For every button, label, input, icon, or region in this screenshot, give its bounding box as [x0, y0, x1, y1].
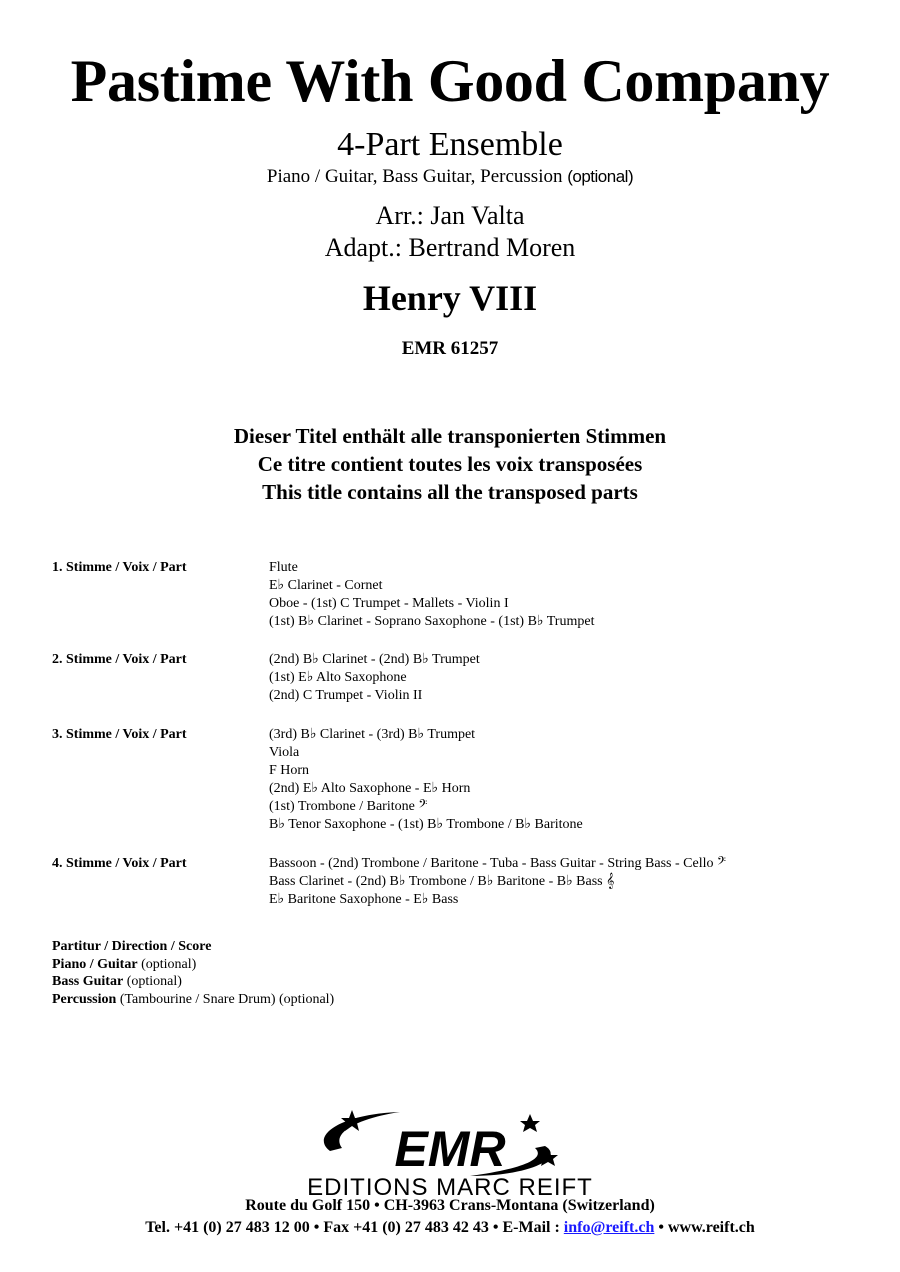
- subtitle: 4-Part Ensemble: [337, 126, 563, 163]
- instrument-line: Flute: [269, 560, 298, 575]
- instrument-line: E♭ Clarinet - Cornet: [269, 578, 383, 593]
- instrument-line: (1st) E♭ Alto Saxophone: [269, 670, 407, 685]
- part-1-instruments: [269, 559, 594, 631]
- composer: Henry VIII: [362, 278, 538, 318]
- emr-logo-graphic: [300, 1106, 600, 1196]
- adapter: Adapt.: Bertrand Moren: [324, 233, 576, 262]
- contact-phone-fax: Tel. +41 (0) 27 483 12 00 • Fax +41 (0) 27 483 42 43 • E-Mail :: [145, 1219, 564, 1236]
- instrumentation-optional: (optional): [567, 167, 634, 186]
- bass-optional: (optional): [126, 974, 182, 989]
- part-2-label: 2. Stimme / Voix / Part: [52, 652, 187, 667]
- instrument-line: Oboe - (1st) C Trumpet - Mallets - Violin I: [269, 596, 509, 611]
- instrumentation-text: Piano / Guitar, Bass Guitar, Percussion: [266, 166, 563, 187]
- publisher-address: Route du Golf 150 • CH-3963 Crans-Montana (Switzerland): [245, 1197, 655, 1214]
- catalog-number: EMR 61257: [401, 338, 499, 359]
- score-list: [52, 938, 334, 1008]
- arranger: Arr.: Jan Valta: [375, 201, 525, 230]
- percussion-line: [52, 991, 334, 1009]
- percussion-optional: (optional): [279, 991, 335, 1007]
- part-4-instruments: [269, 855, 726, 909]
- bass-label: Bass Guitar: [52, 974, 124, 989]
- instrument-line: (1st) Trombone / Baritone 𝄢: [269, 799, 428, 814]
- instrument-line: Viola: [269, 745, 300, 760]
- instrument-line: B♭ Tenor Saxophone - (1st) B♭ Trombone / B♭ Baritone: [269, 817, 583, 832]
- instrument-line: E♭ Baritone Saxophone - E♭ Bass: [269, 892, 459, 907]
- page-title: Pastime With Good Company: [70, 48, 830, 114]
- notice-french: Ce titre contient toutes les voix transposées: [257, 452, 643, 476]
- instrument-line: (2nd) B♭ Clarinet - (2nd) B♭ Trumpet: [269, 652, 480, 667]
- instrument-line: Bass Clarinet - (2nd) B♭ Trombone / B♭ Baritone - B♭ Bass 𝄞: [269, 874, 615, 889]
- instrument-line: Bassoon - (2nd) Trombone / Baritone - Tuba - Bass Guitar - String Bass - Cello 𝄢: [269, 856, 726, 871]
- piano-label: Piano / Guitar: [52, 956, 138, 972]
- part-2-instruments: [269, 651, 480, 705]
- piano-line: [52, 956, 334, 974]
- part-1-label: 1. Stimme / Voix / Part: [52, 560, 187, 575]
- transposed-notice: [0, 422, 900, 506]
- contact-website: • www.reift.ch: [654, 1219, 755, 1236]
- part-3-label: 3. Stimme / Voix / Part: [52, 727, 187, 742]
- instrument-line: (2nd) E♭ Alto Saxophone - E♭ Horn: [269, 781, 471, 796]
- publisher-contact: [0, 1217, 900, 1239]
- percussion-label: Percussion: [52, 991, 117, 1007]
- publisher-name: EDITIONS MARC REIFT: [307, 1174, 593, 1196]
- percussion-detail: (Tambourine / Snare Drum): [119, 991, 276, 1007]
- instrument-line: (3rd) B♭ Clarinet - (3rd) B♭ Trumpet: [269, 727, 476, 742]
- emr-logo-text: EMR: [394, 1121, 506, 1177]
- instrumentation: [0, 164, 900, 190]
- piano-optional: (optional): [141, 956, 197, 972]
- instrument-line: (2nd) C Trumpet - Violin II: [269, 688, 423, 703]
- bass-line: [52, 973, 334, 991]
- part-4-label: 4. Stimme / Voix / Part: [52, 856, 187, 871]
- score-line: [52, 938, 334, 956]
- instrument-line: (1st) B♭ Clarinet - Soprano Saxophone - (1st) B♭ Trumpet: [269, 614, 595, 629]
- emr-logo: [300, 1106, 600, 1196]
- email-link[interactable]: info@reift.ch: [563, 1219, 655, 1236]
- notice-german: Dieser Titel enthält alle transponierten Stimmen: [233, 424, 667, 448]
- score-label: Partitur / Direction / Score: [52, 939, 212, 954]
- instrument-line: F Horn: [269, 763, 310, 778]
- notice-english: This title contains all the transposed parts: [262, 480, 638, 504]
- part-3-instruments: [269, 726, 583, 834]
